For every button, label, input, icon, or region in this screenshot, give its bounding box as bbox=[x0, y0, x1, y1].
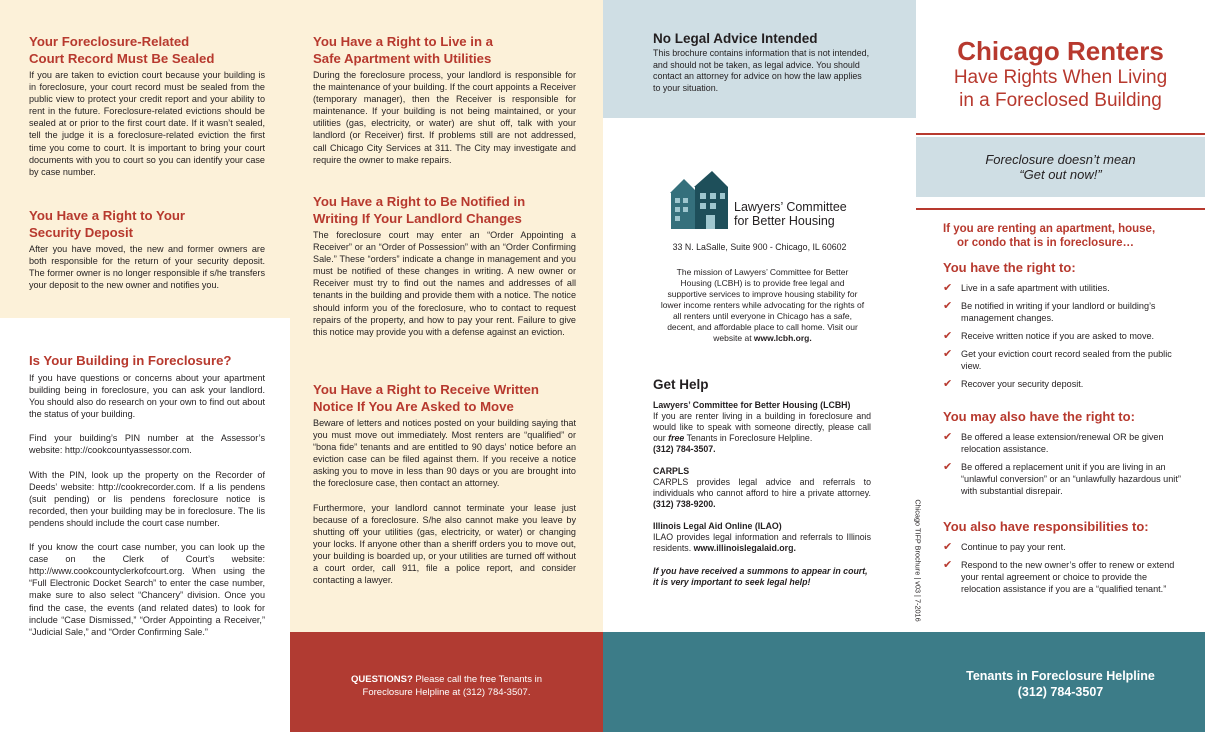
utilities-title: You Have a Right to Live in a Safe Apartment with Utilities bbox=[313, 34, 494, 66]
lcbh-logo bbox=[668, 171, 858, 231]
org-carpls-phone: (312) 738-9200. bbox=[653, 499, 716, 509]
foreclosure-p3: With the PIN, look up the property on the Recorder of Deeds’ website: http://cookrecorder.com. If a lis pendens (suit pending) or lis pendens foreclosure notice is recorded, then your building may be in foreclosure. The lis pendens should include the court case number. bbox=[29, 469, 265, 528]
responsibilities-heading: You also have responsibilities to: bbox=[943, 519, 1149, 534]
brochure-subtitle-2: in a Foreclosed Building bbox=[959, 90, 1162, 111]
get-help-section bbox=[653, 377, 871, 588]
notice-body-2: Furthermore, your landlord cannot terminate your lease just because of a foreclosure. S/he also cannot make you leave by shutting off your utilities (gas, electricity, or water) or changing your locks. If anyone other than a sheriff orders you to move out, your building is boarded up, or your utilities are turned off without a court order, call 911, file a police report, and consider contacting a lawyer. bbox=[313, 502, 576, 586]
lcbh-mission bbox=[660, 267, 865, 344]
deposit-body: After you have moved, the new and former owners are both responsible for the return of your security deposit. The former owner is no longer responsible if s/he transfers your deposit to the new owner and notifies you. bbox=[29, 244, 265, 291]
questions-label: QUESTIONS? bbox=[351, 674, 413, 685]
check-icon: ✔ bbox=[943, 541, 953, 553]
sealed-body: If you are taken to eviction court because your building is in foreclosure, your court record must be sealed from the public view to protect your credit report and your ability to rent in the future. Foreclosure-related evictions should be sealed at or prior to the first court date. If it wasn’t sealed, tell the judge it is a foreclosure-related eviction the first time you come to court. It is important to bring your court documents with you to court so you can identify your case by case number. bbox=[29, 70, 265, 177]
responsibilities-section bbox=[943, 519, 1188, 601]
org-ilao: Illinois Legal Aid Online (ILAO) ILAO provides legal information and referrals to Illinois residents. www.illinoislegalaid.org. bbox=[653, 521, 871, 553]
col1-sealed-section bbox=[29, 33, 265, 178]
responsibility-item: ✔ Continue to pay your rent. bbox=[943, 541, 1066, 553]
also-rights-heading: You may also have the right to: bbox=[943, 409, 1135, 424]
intro-rule bbox=[916, 208, 1205, 210]
right-item: ✔ Live in a safe apartment with utilities. bbox=[943, 282, 1110, 294]
org-carpls-name: CARPLS bbox=[653, 466, 690, 476]
foreclosure-p2: Find your building’s PIN number at the Assessor’s website: http://cookcountyassessor.com. bbox=[29, 433, 265, 456]
brochure-title: Chicago Renters bbox=[957, 36, 1164, 66]
col2-utilities-section bbox=[313, 33, 576, 166]
renter-intro: If you are renting an apartment, house, or condo that is in foreclosure… bbox=[943, 223, 1156, 249]
check-icon: ✔ bbox=[943, 431, 953, 443]
brochure-subtitle-1: Have Rights When Living bbox=[953, 67, 1168, 88]
notified-body: The foreclosure court may enter an “Order Appointing a Receiver” or an “Order of Possession” with an “Order Confirming Sale.” These “orders” indicate a change in management and you must be notified of these changes in writing. A new owner or Receiver must try to find out the names and addresses of all tenants in the building and provide them with a notice. The notice should inform you of the foreclosure, who to contact to request repairs of the property, and how to pay your rent. Failure to give this notice may provide you with a defense against an eviction. bbox=[313, 230, 576, 337]
helpline-text bbox=[916, 668, 1205, 700]
org-lcbh-phone: (312) 784-3507. bbox=[653, 444, 716, 454]
check-icon: ✔ bbox=[943, 300, 953, 312]
summons-warning: If you have received a summons to appear in court, it is very important to seek legal help! bbox=[653, 566, 868, 587]
building-logo-icon bbox=[668, 171, 730, 231]
legal-title: No Legal Advice Intended bbox=[653, 31, 818, 46]
legal-notice bbox=[653, 31, 871, 95]
mission-text: The mission of Lawyers’ Committee for Better Housing (LCBH) is to provide free legal and supportive services to improve housing stability for lower income renters while advocating for the rights of all renters until everyone in Chicago has a safe, decent, and affordable place to call home. bbox=[660, 267, 865, 332]
check-icon: ✔ bbox=[943, 378, 953, 390]
right-item: ✔ Be notified in writing if your landlord or building’s management changes. bbox=[943, 300, 1156, 323]
also-rights-section bbox=[943, 409, 1188, 503]
lcbh-address: 33 N. LaSalle, Suite 900 - Chicago, IL 60602 bbox=[672, 242, 847, 252]
check-icon: ✔ bbox=[943, 461, 953, 473]
side-tag: Chicago TIFP Brochure | v03 | 7-2016 bbox=[913, 499, 923, 622]
rights-section bbox=[943, 260, 1188, 396]
logo-text bbox=[734, 201, 847, 228]
notice-body: Beware of letters and notices posted on your building saying that you must move out immediately. Most renters are “qualified” or “bona fide” tenants and are entitled to 90 days’ notice before an eviction case can be filed against them. If you receive a notice asking you to move in less than 90 days or you are brought into the foreclosure case, then contact an attorney. bbox=[313, 418, 576, 489]
check-icon: ✔ bbox=[943, 348, 953, 360]
org-lcbh: Lawyers’ Committee for Better Housing (LCBH) If you are renter living in a building in foreclosure and would like to speak with someone directly, please call our free Tenants in Foreclosure Helpline. (312) 784-3507. bbox=[653, 400, 871, 454]
check-icon: ✔ bbox=[943, 282, 953, 294]
right-item: ✔ Recover your security deposit. bbox=[943, 378, 1084, 390]
also-right-item: ✔ Be offered a lease extension/renewal OR be given relocation assistance. bbox=[943, 431, 1164, 454]
col1-foreclosure-section bbox=[29, 352, 265, 638]
foreclosure-p1: If you have questions or concerns about your apartment building being in foreclosure, you can ask your landlord. You should also do research on your own to find out about the status of your building. bbox=[29, 373, 265, 420]
also-right-item: ✔ Be offered a replacement unit if you are living in an “unlawful conversion” or an “unlawfully hazardous unit” with substantial disrepair. bbox=[943, 461, 1181, 496]
tagline: Foreclosure doesn’t mean “Get out now!” bbox=[985, 152, 1136, 182]
sealed-title: Your Foreclosure-Related Court Record Must Be Sealed bbox=[29, 34, 215, 66]
helpline-label: Tenants in Foreclosure Helpline bbox=[966, 669, 1155, 683]
get-help-title: Get Help bbox=[653, 377, 709, 392]
legal-body: This brochure contains information that is not intended, and should not be taken, as legal advice. You should contact an attorney for advice on how the law applies to your situation. bbox=[653, 48, 870, 94]
deposit-title: You Have a Right to Your Security Deposit bbox=[29, 208, 186, 240]
check-icon: ✔ bbox=[943, 330, 953, 342]
logo-line-1: Lawyers’ Committee bbox=[734, 200, 847, 214]
foreclosure-p4: If you know the court case number, you can look up the case on the Clerk of Court’s website: http://www.cookcountyclerkofcourt.org. When using the “Full Electronic Docket Search” to enter the case number, make sure to also select “Chancery” division. Once you find the case, the events (and related dates) to look for include “Case Dismissed,” “Order Appointing a Receiver,” “Judicial Sale,” and “Order Confirming Sale.” bbox=[29, 542, 265, 637]
questions-body: Please call the free Tenants in Foreclosure Helpline at (312) 784-3507. bbox=[362, 674, 542, 698]
helpline-phone[interactable]: (312) 784-3507 bbox=[1017, 685, 1104, 699]
responsibility-item: ✔ Respond to the new owner’s offer to renew or extend your rental agreement or choice to provide the relocation assistance if you are a “qualified tenant.” bbox=[943, 559, 1175, 594]
rights-heading: You have the right to: bbox=[943, 260, 1076, 275]
lcbh-website-link[interactable]: www.lcbh.org. bbox=[753, 333, 812, 343]
col2-notified-section bbox=[313, 193, 576, 338]
notified-title: You Have a Right to Be Notified in Writing If Your Landlord Changes bbox=[313, 194, 526, 226]
org-ilao-name: Illinois Legal Aid Online (ILAO) bbox=[653, 521, 782, 531]
foreclosure-check-title: Is Your Building in Foreclosure? bbox=[29, 353, 232, 368]
col2-notice-section bbox=[313, 381, 576, 586]
logo-line-2: for Better Housing bbox=[734, 213, 835, 228]
utilities-body: During the foreclosure process, your landlord is responsible for the maintenance of your building. If the court appoints a Receiver (temporary manager), then the Receiver is responsible for maintenance. If your building is not being maintained, or your utilities (gas, electricity, or water) are shut off, talk with your landlord (or Receiver) first. If problems still are not addressed, call Chicago City Services at 311. The City may investigate and require the owner to make repairs. bbox=[313, 70, 576, 165]
questions-text bbox=[330, 673, 563, 699]
right-item: ✔ Get your eviction court record sealed from the public view. bbox=[943, 348, 1172, 371]
notice-title: You Have a Right to Receive Written Notice If You Are Asked to Move bbox=[313, 382, 539, 414]
org-lcbh-name: Lawyers’ Committee for Better Housing (LCBH) bbox=[653, 400, 851, 410]
org-ilao-link[interactable]: www.illinoislegalaid.org. bbox=[693, 543, 796, 553]
org-carpls: CARPLS CARPLS provides legal advice and referrals to individuals who cannot afford to hire a private attorney. (312) 738-9200. bbox=[653, 466, 871, 509]
visit-text: Visit our website at bbox=[713, 322, 858, 343]
right-item: ✔ Receive written notice if you are asked to move. bbox=[943, 330, 1155, 342]
brochure-title-block bbox=[916, 36, 1205, 112]
check-icon: ✔ bbox=[943, 559, 953, 571]
col1-deposit-section bbox=[29, 207, 265, 291]
title-rule bbox=[916, 133, 1205, 135]
